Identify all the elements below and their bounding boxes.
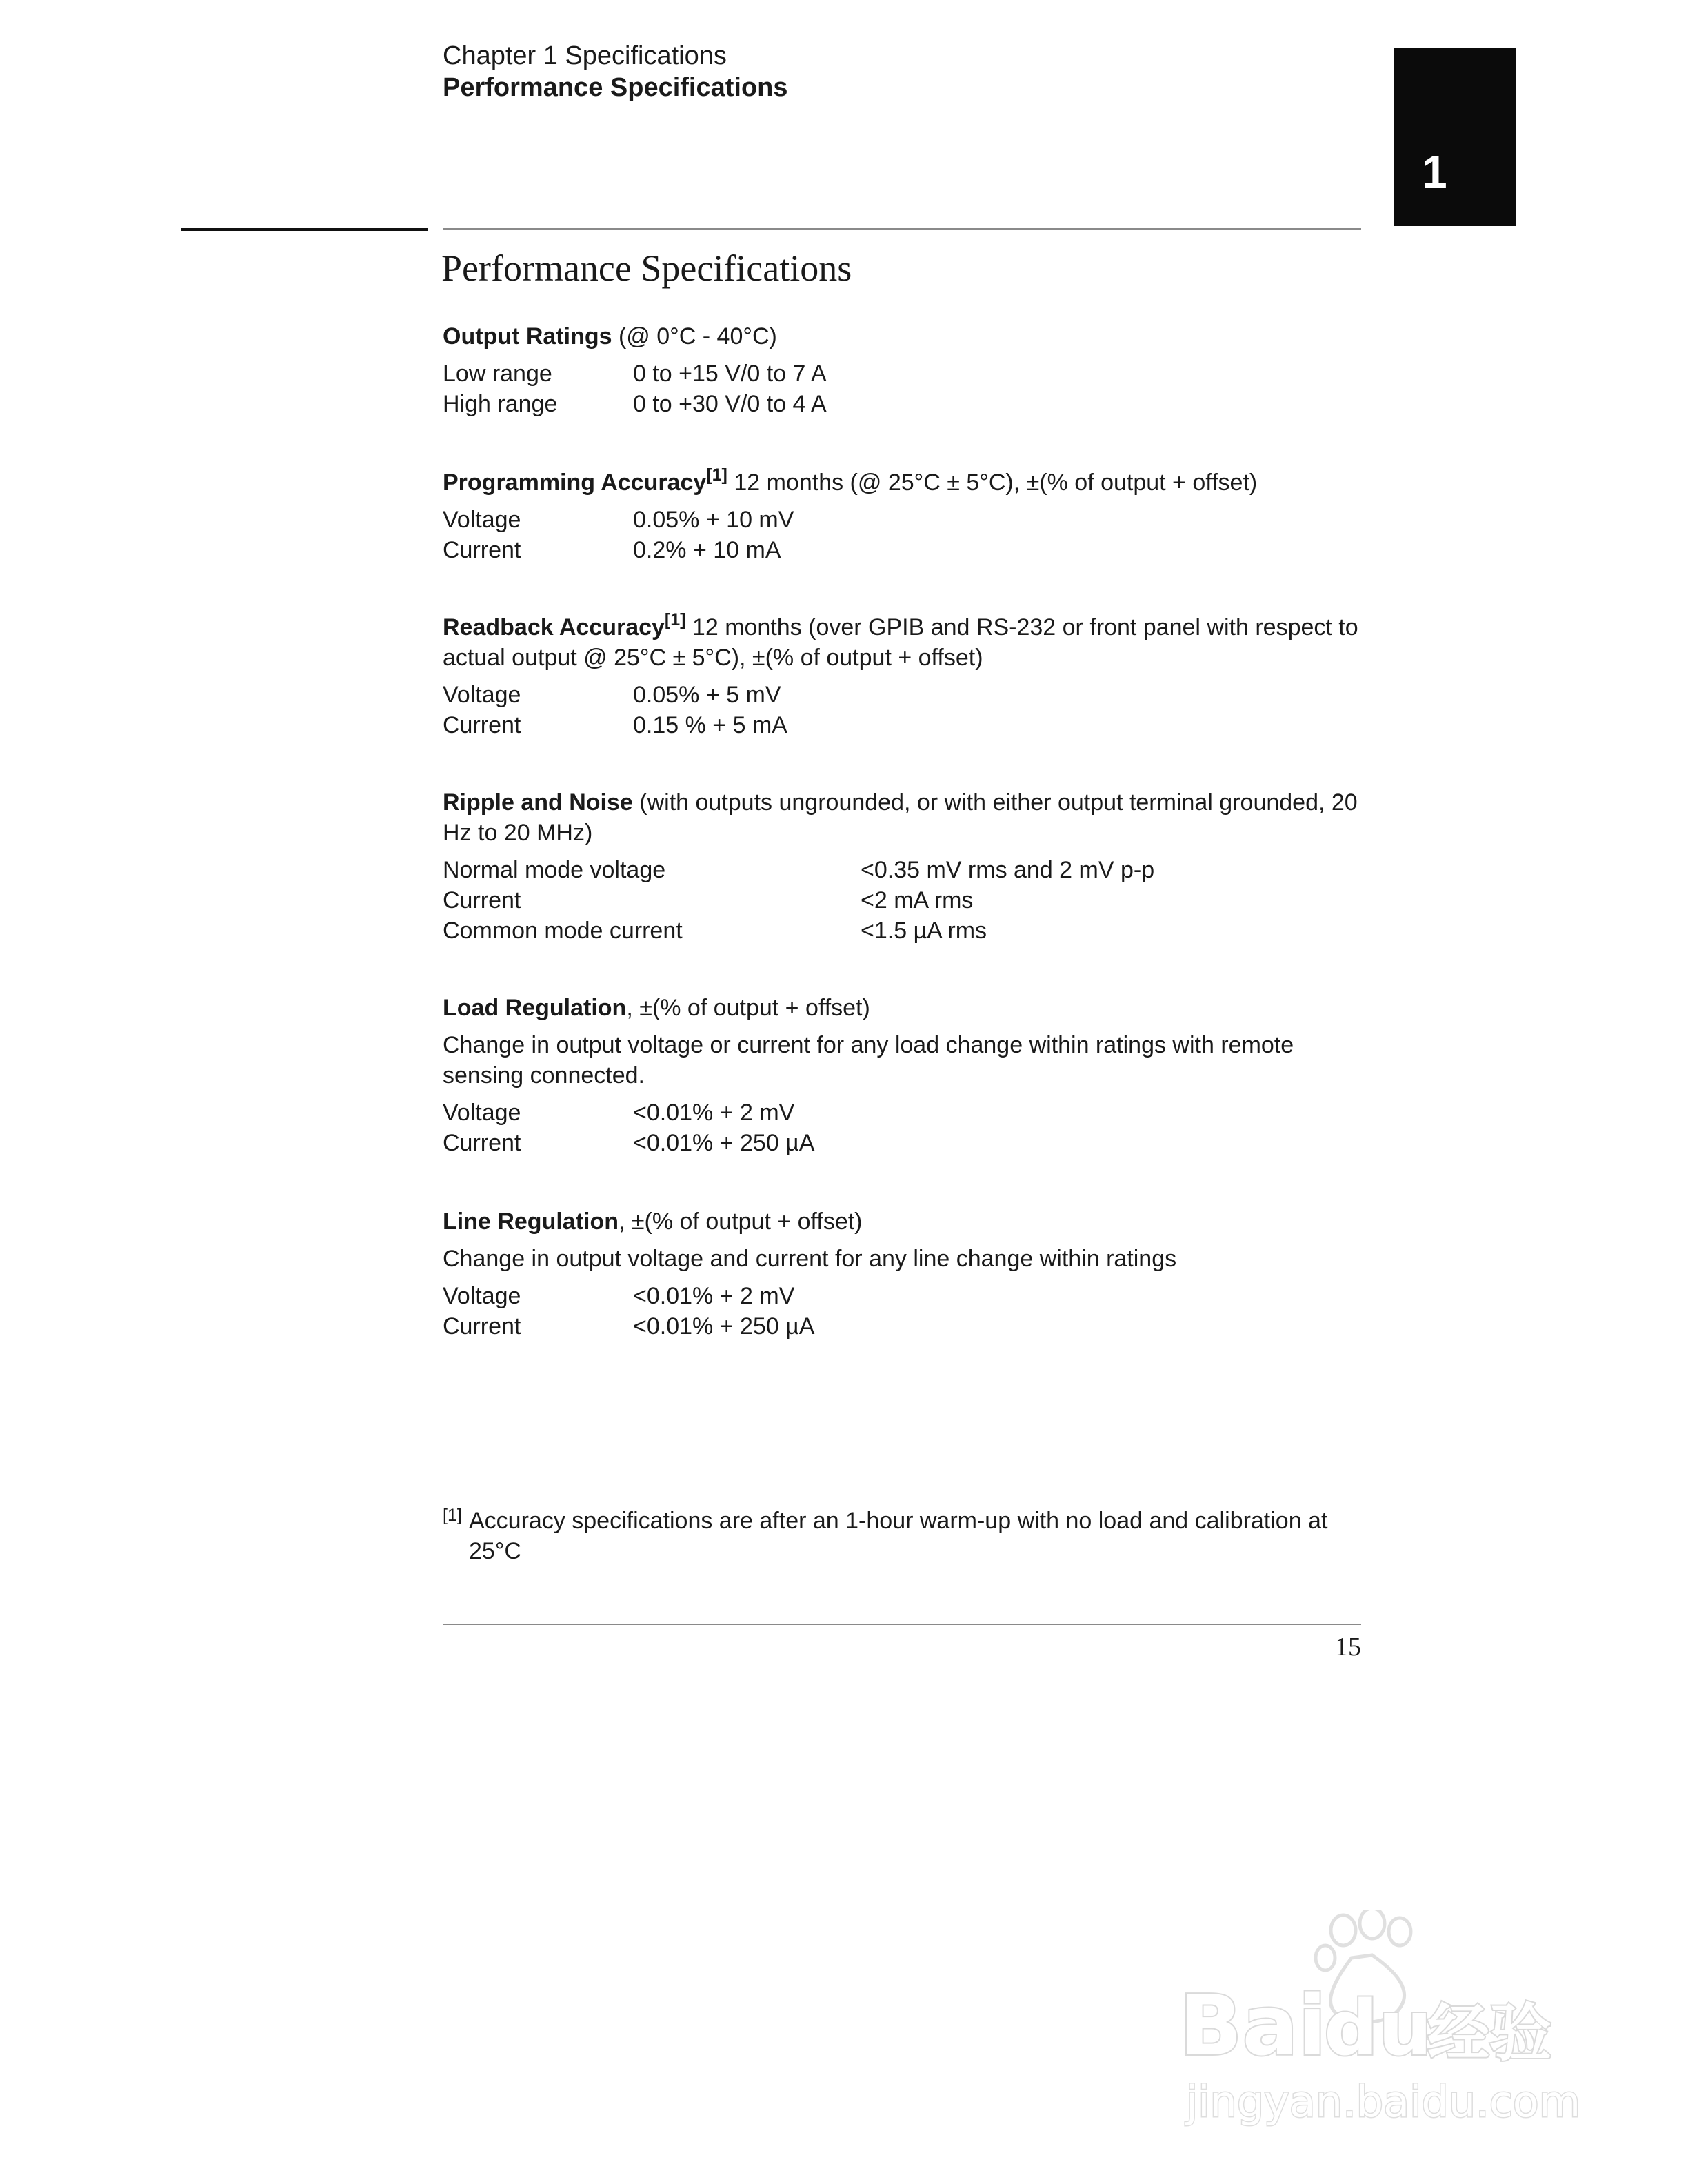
spec-row [443, 855, 1363, 885]
spec-rows [443, 1281, 1363, 1342]
spec-row [443, 1311, 1363, 1342]
section-programming-accuracy [443, 467, 1363, 565]
page-number: 15 [1335, 1632, 1361, 1661]
section-condition: (with outputs ungrounded, or with either output terminal grounded, 20 Hz to 20 MHz) [443, 789, 1358, 846]
spec-row [443, 505, 1363, 535]
spec-label: Current [443, 1313, 521, 1339]
page-title: Performance Specifications [441, 247, 852, 289]
section-output-ratings [443, 321, 1363, 419]
spec-row [443, 885, 1363, 916]
spec-value: 0 to +30 V/0 to 4 A [633, 391, 827, 417]
running-head-chapter: Chapter 1 Specifications [443, 41, 727, 70]
spec-rows [443, 505, 1363, 565]
section-heading [443, 1206, 1363, 1237]
spec-value: <0.01% + 250 µA [633, 1130, 815, 1156]
section-heading [443, 993, 1363, 1023]
spec-row [443, 535, 1363, 565]
spec-label: Current [443, 537, 521, 563]
spec-value: <1.5 µA rms [861, 918, 987, 944]
spec-label: Common mode current [443, 918, 683, 944]
spec-label: Voltage [443, 1100, 521, 1126]
section-condition: 12 months (@ 25°C ± 5°C), ±(% of output + offset) [727, 469, 1258, 496]
spec-label: Normal mode voltage [443, 857, 666, 883]
spec-row [443, 1281, 1363, 1311]
baidu-watermark-logo [1145, 1910, 1586, 2130]
section-heading [443, 612, 1363, 673]
header-rule [443, 228, 1361, 230]
spec-value: <0.35 mV rms and 2 mV p-p [861, 857, 1155, 883]
chapter-tab-number: 1 [1422, 146, 1447, 197]
spec-value: <0.01% + 250 µA [633, 1313, 815, 1339]
spec-row [443, 916, 1363, 946]
header-rule-thick [181, 228, 428, 231]
spec-row [443, 1128, 1363, 1158]
section-description: Change in output voltage and current for any line change within ratings [443, 1246, 1177, 1272]
spec-row [443, 680, 1363, 710]
section-heading [443, 467, 1363, 498]
section-condition: , ±(% of output + offset) [626, 995, 870, 1021]
spec-value: 0 to +15 V/0 to 7 A [633, 361, 827, 387]
spec-label: High range [443, 391, 558, 417]
chapter-tab [1394, 48, 1516, 226]
spec-rows [443, 855, 1363, 946]
spec-value: <0.01% + 2 mV [633, 1283, 795, 1309]
svg-text:经验: 经验 [1427, 1997, 1551, 2070]
svg-text:du: du [1324, 1984, 1433, 2072]
svg-text:jingyan.baidu.com: jingyan.baidu.com [1186, 2076, 1581, 2127]
section-condition: (@ 0°C - 40°C) [612, 323, 777, 350]
footnote-marker: [1] [443, 1506, 462, 1525]
section-heading [443, 321, 1363, 352]
spec-row [443, 1098, 1363, 1128]
section-title: Ripple and Noise [443, 789, 633, 816]
section-title: Readback Accuracy [443, 614, 665, 640]
section-title: Load Regulation [443, 995, 627, 1021]
spec-label: Low range [443, 361, 552, 387]
spec-rows [443, 1098, 1363, 1158]
spec-label: Current [443, 712, 521, 738]
footer-rule [443, 1624, 1361, 1625]
running-head-section: Performance Specifications [443, 73, 788, 102]
svg-text:Bai: Bai [1179, 1979, 1327, 2074]
section-title: Line Regulation [443, 1209, 619, 1235]
spec-value: <2 mA rms [861, 887, 974, 913]
spec-label: Current [443, 1130, 521, 1156]
section-description: Change in output voltage or current for any load change within ratings with remote sensing connected. [443, 1032, 1294, 1089]
spec-row [443, 389, 1363, 419]
section-title: Programming Accuracy [443, 469, 707, 496]
section-title: Output Ratings [443, 323, 612, 350]
spec-label: Voltage [443, 507, 521, 533]
section-line-regulation [443, 1206, 1363, 1342]
spec-label: Current [443, 887, 521, 913]
section-condition: , ±(% of output + offset) [619, 1209, 863, 1235]
section-readback-accuracy [443, 612, 1363, 740]
spec-row [443, 358, 1363, 389]
running-head [443, 40, 788, 103]
spec-label: Voltage [443, 1283, 521, 1309]
footnote-text: Accuracy specifications are after an 1-hour warm-up with no load and calibration at 25°C [469, 1508, 1328, 1564]
footnote-reference: [1] [706, 465, 727, 485]
section-condition: 12 months (over GPIB and RS-232 or front panel with respect to actual output @ 25°C ± 5°C), ±(% of output + offset) [443, 614, 1358, 671]
spec-value: 0.15 % + 5 mA [633, 712, 787, 738]
spec-rows [443, 680, 1363, 740]
footnote [443, 1506, 1363, 1566]
footnote-reference: [1] [664, 610, 686, 629]
spec-value: 0.05% + 5 mV [633, 682, 781, 708]
section-heading [443, 787, 1363, 848]
spec-value: <0.01% + 2 mV [633, 1100, 795, 1126]
spec-row [443, 710, 1363, 740]
spec-value: 0.05% + 10 mV [633, 507, 794, 533]
spec-label: Voltage [443, 682, 521, 708]
section-ripple-noise [443, 787, 1363, 946]
spec-rows [443, 358, 1363, 419]
spec-value: 0.2% + 10 mA [633, 537, 781, 563]
section-load-regulation [443, 993, 1363, 1158]
